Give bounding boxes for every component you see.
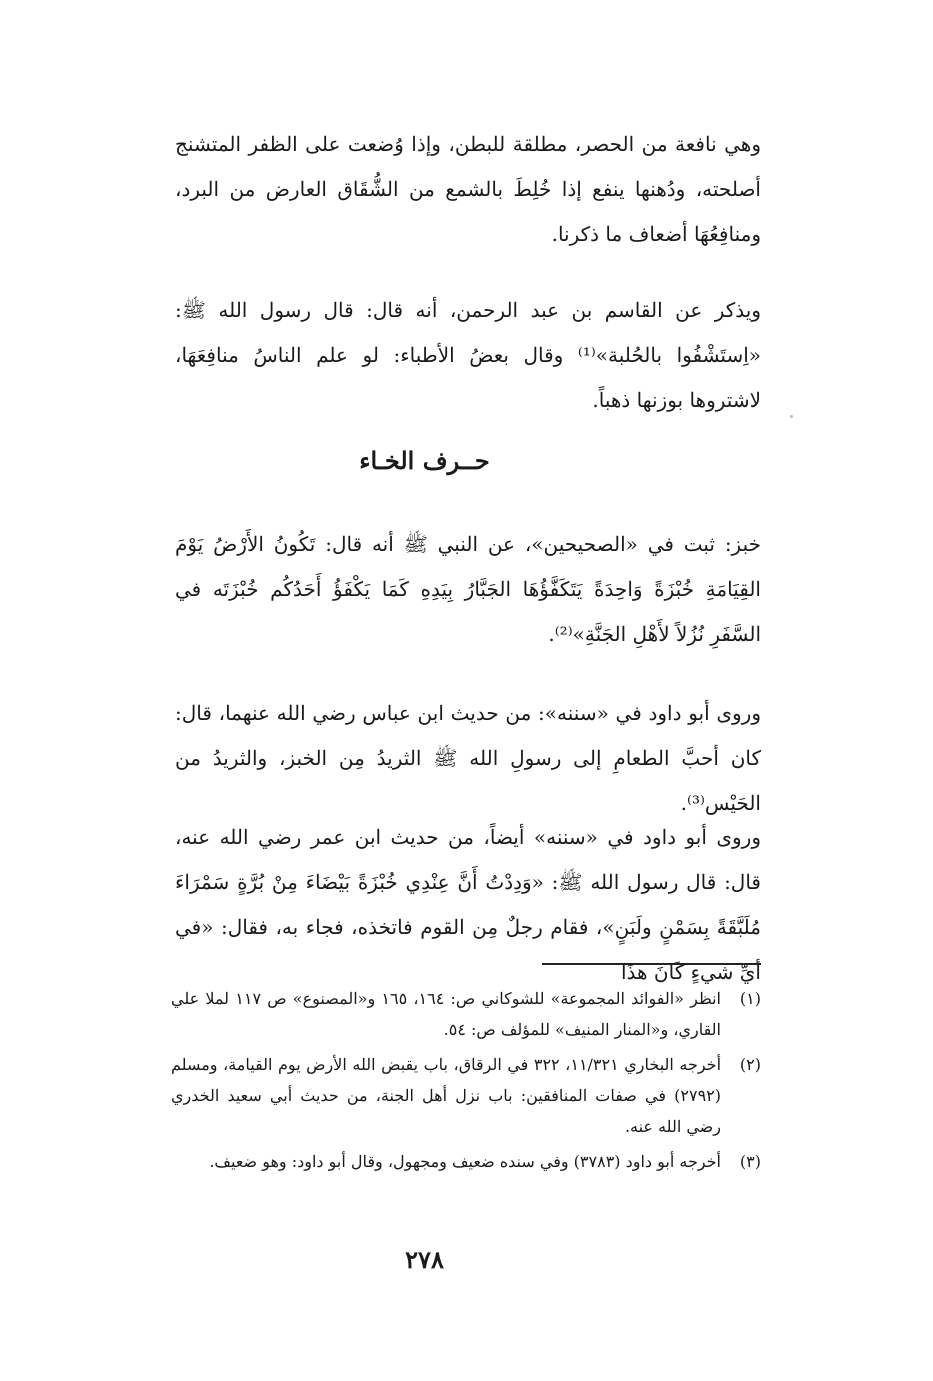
footnotes [171, 983, 761, 1181]
footnote-text: أخرجه أبو داود (٣٧٨٣) وفي سنده ضعيف ومجهول، وقال أبو داود: وهو ضعيف. [209, 1152, 721, 1171]
footnote [171, 983, 761, 1045]
paragraph-abu-dawud-ibn-abbas: وروى أبو داود في «سننه»: من حديث ابن عباس رضي الله عنهما، قال: كان أحبَّ الطعامِ إلى رسولِ الله ﷺ الثريدُ مِن الخبز، والثريدُ من الحَيْس⁽³⁾. [175, 701, 761, 815]
footnote [171, 1049, 761, 1142]
paragraph-qasim-hadith: ويذكر عن القاسم بن عبد الرحمن، أنه قال: قال رسول الله ﷺ: «اِستَشْفُوا بالحُلبة»⁽¹⁾ وقال بعضُ الأطباء: لو علم الناسُ منافِعَهَا، لاشتروها بوزنها ذهباً. [175, 298, 762, 412]
paragraph-fenugreek-benefits: وهي نافعة من الحصر، مطلقة للبطن، وإذا وُضعت على الظفر المتشنج أصلحته، ودُهنها ينفع إذا خُلِطَ بالشمع من الشُّقَاق العارض من البرد، ومنافِعُهَا أضعاف ما ذكرنا. [175, 132, 761, 246]
section-heading: حــرف الخـاء [359, 446, 490, 475]
footnote-text: أخرجه البخاري ١١/٣٢١، ٣٢٢ في الرقاق، باب يقبض الله الأرض يوم القيامة، ومسلم (٢٧٩٢) في صفات المنافقين: باب نزل أهل الجنة، من حديث أبي سعيد الخدري رضي الله عنه. [171, 1055, 722, 1136]
footnote-text: انظر «الفوائد المجموعة» للشوكاني ص: ١٦٤، ١٦٥ و«المصنوع» ص ١١٧ لملا علي القاري، و«المنار المنيف» للمؤلف ص: ٥٤. [171, 989, 722, 1039]
footnote [171, 1146, 761, 1177]
footnote-number: (٢) [739, 1055, 761, 1074]
footnote-number: (٣) [739, 1152, 761, 1171]
footnote-separator [542, 963, 761, 965]
paragraph-abu-dawud-ibn-umar: وروى أبو داود في «سننه» أيضاً، من حديث ابن عمر رضي الله عنه، قال: قال رسول الله ﷺ: «وَدِدْتُ أَنَّ عِنْدِي خُبْزَةً بَيْضَاءَ مِنْ بُرَّةٍ سَمْرَاءَ مُلَبَّقَةً بِسَمْنٍ ولَبَنٍ»، فقام رجلٌ مِن القوم فاتخذه، فجاء به، فقال: «في أيِّ شيءٍ كَانَ هذَا [175, 825, 761, 984]
footnote-number: (١) [739, 989, 761, 1008]
paragraph-bread-hadith: خبز: ثبت في «الصحيحين»، عن النبي ﷺ أنه قال: تَكُونُ الأَرْضُ يَوْمَ القِيَامَةِ خُبْزَةً وَاحِدَةً يَتَكَفَّؤُهَا الجَبَّارُ بِيَدِهِ كَمَا يَكْفَؤُ أَحَدُكُم خُبْزَتَه في السَّفَرِ نُزُلاً لأَهْلِ الجَنَّةِ»⁽²⁾. [175, 532, 761, 646]
margin-mark [790, 415, 793, 418]
page-number: ٢٧٨ [405, 1245, 444, 1274]
